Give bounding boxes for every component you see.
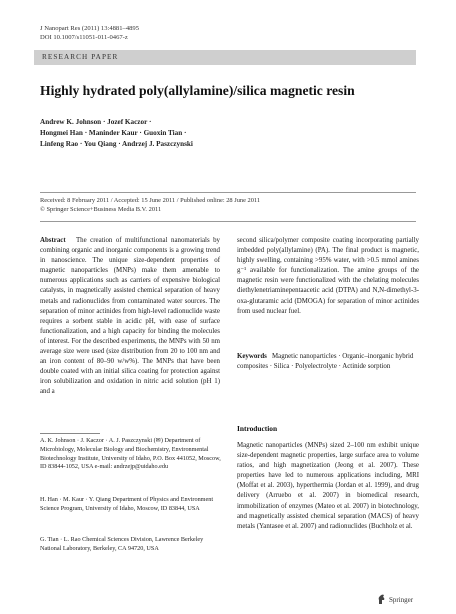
author-line: Linfeng Rao · You Qiang · Andrzej J. Paszczynski [40, 140, 193, 148]
keywords [237, 352, 419, 372]
affiliation-3: G. Tian · L. Rao Chemical Sciences Division, Lawrence Berkeley National Laboratory, Berkeley, CA 94720, USA [40, 536, 204, 552]
author-list [40, 117, 370, 150]
section-label: RESEARCH PAPER [42, 53, 119, 61]
affiliation-1: A. K. Johnson · J. Kaczor · A. J. Paszczynski (✉) Department of Microbiology, Molecular Biology and Biochemistry, Environmental Biotechnology Institute, University of Idaho, P.O. Box 441052, Moscow, ID 83844-1052, USA e-mail: andrzejp@uidaho.edu [40, 437, 221, 471]
introduction-text: Magnetic nanoparticles (MNPs) sized 2–100 nm exhibit unique size-dependent magnetic properties, large surface area to volume ratios, and high magnetization (Jeong et al. 2007). These properties have led to numerous applications including, MRI (Moffat et al. 2003), hyperthermia (Jordan et al. 1999), and drug delivery (Arruebo et al. 2007) in biomedical research, immobilization of enzymes (Mateo et al. 2007) in biotechnology, and magnetically assisted chemical separation (MACS) of heavy metals (Yantasee et al. 2007) and radionuclides (Buchholz et al. [237, 442, 419, 530]
journal-citation: J Nanopart Res (2011) 13:4881–4895 [40, 25, 140, 32]
divider [40, 221, 416, 222]
author-line: Hongmei Han · Maninder Kaur · Guoxin Tian · [40, 129, 187, 137]
keywords-heading: Keywords [237, 353, 267, 360]
abstract-text: The creation of multifunctional nanomaterials by combining organic and inorganic components is a growing trend in nanoscience. The unique size-dependent properties of magnetic nanoparticles (MNPs) make them amenable to numerous applications such as carriers of expensive biological catalysts, in magnetically assisted chemical separation of heavy metals and radionuclides from contaminated water sources. The separation of minor actinides from high-level radionuclide waste requires a sorbent stable in acidic pH, with ease of surface functionalization, and a high capacity for binding the molecules of interest. For the described experiments, the MNPs with 50 nm average size were used (size distribution from 20 to 100 nm and an iron content of 80–90 w/w%). The MNPs that have been double coated with an initial silica coating for protection against iron solubilization and oxidation in nitric acid solution (pH 1) and a [40, 237, 221, 396]
divider [40, 192, 416, 193]
author-line: Andrew K. Johnson · Jozef Kaczor · [40, 118, 152, 126]
footnote-rule [40, 433, 100, 434]
journal-meta [40, 24, 139, 42]
doi: DOI 10.1007/s11051-011-0467-z [40, 34, 128, 41]
springer-knight-icon [377, 594, 386, 605]
publisher-name: Springer [389, 595, 414, 604]
dates-line: Received: 8 February 2011 / Accepted: 15 June 2011 / Published online: 28 June 2011 [40, 197, 261, 204]
abstract [40, 236, 220, 398]
abstract-heading: Abstract [40, 237, 66, 244]
article-title: Highly hydrated poly(allylamine)/silica magnetic resin [40, 83, 355, 98]
keywords-text: Magnetic nanoparticles · Organic–inorganic hybrid composites · Silica · Polyelectrolyte · Actinide sorption [237, 353, 414, 371]
introduction-heading: Introduction [237, 424, 278, 433]
affiliation-2: H. Han · M. Kaur · Y. Qiang Department of Physics and Environment Science Program, University of Idaho, Moscow, ID 83844, USA [40, 496, 214, 512]
publisher-logo [377, 594, 413, 605]
copyright-line: © Springer Science+Business Media B.V. 2011 [40, 206, 162, 213]
abstract-continued [237, 236, 419, 317]
publication-dates [40, 196, 370, 214]
abstract-text-continued: second silica/polymer composite coating incorporating partially imbedded poly(allylamine) (PA). The final product is magnetic, highly swelling, containing >95% water, with >0.5 mmol amines g⁻¹ available for functionalization. The amine groups of the magnetic resin were functionalized with the chelating molecules diethylenetriaminepentaacetic acid (DTPA) and N,N-dimethyl-3-oxa-glutaramic acid (DMOGA) for separation of minor actinides from used nuclear fuel. [237, 237, 419, 315]
section-banner [34, 50, 416, 65]
